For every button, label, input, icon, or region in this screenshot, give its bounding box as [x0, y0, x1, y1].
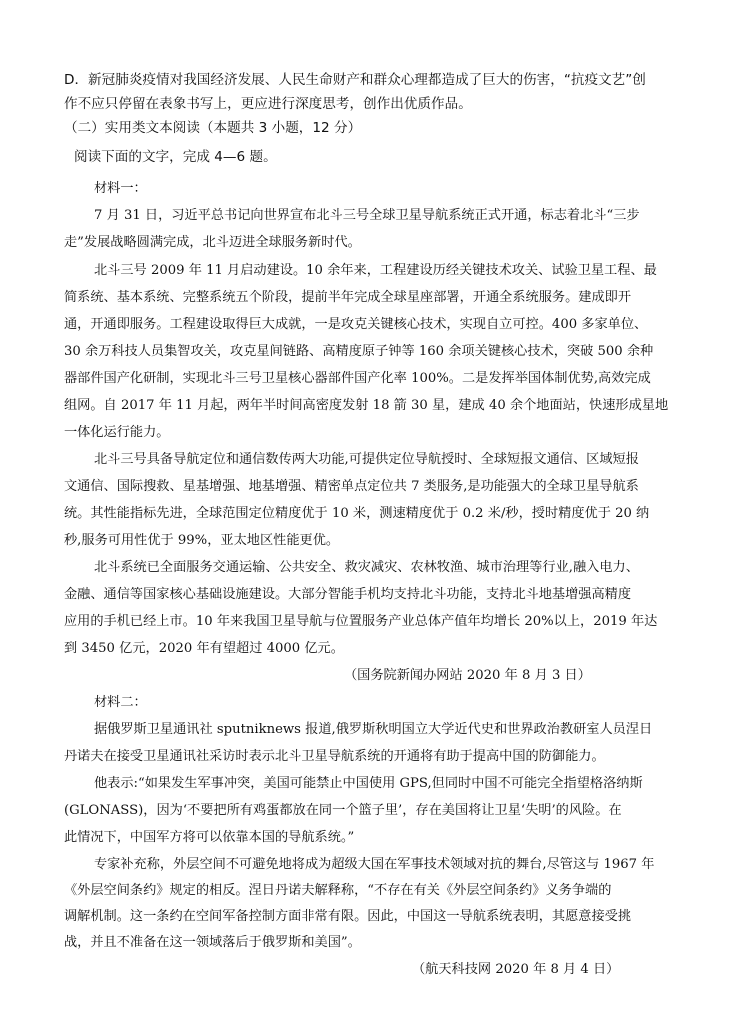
paragraph-line: 据俄罗斯卫星通讯社 sputniknews 报道,俄罗斯秋明国立大学近代史和世界政治教研室人员涅日: [94, 722, 653, 737]
paragraph-line: 调解机制。这一条约在空间军备控制方面非常有限。因此，中国这一导航系统表明，其愿意接受挑: [64, 909, 632, 924]
paragraph-line: 统。其性能指标先进，全球范围定位精度优于 10 米，测速精度优于 0.2 米/秒，授时精度优于 20 纳: [64, 506, 650, 521]
paragraph-line: 30 余万科技人员集智攻关，攻克星间链路、高精度原子钟等 160 余项关键核心技术，突破 500 余种: [64, 344, 654, 359]
paragraph-line: 此情况下，中国军方将可以依靠本国的导航系统。”: [64, 830, 355, 845]
paragraph-line: 一体化运行能力。: [64, 425, 170, 440]
paragraph-line: (GLONASS)，因为‘不要把所有鸡蛋都放在同一个篮子里’，存在美国将让卫星‘失明’的风险。在: [64, 803, 622, 818]
paragraph-line: 战，并且不准备在这一领域落后于俄罗斯和美国”。: [64, 935, 361, 950]
paragraph-line: 金融、通信等国家核心基础设施建设。大部分智能手机均支持北斗功能，支持北斗地基增强高精度: [64, 587, 632, 602]
paragraph-line: 7 月 31 日，习近平总书记向世界宣布北斗三号全球卫星导航系统正式开通，标志着北斗“三步: [94, 208, 640, 223]
paragraph-line: 北斗三号 2009 年 11 月启动建设。10 余年来，工程建设历经关键技术攻关、试验卫星工程、最: [94, 263, 657, 278]
paragraph-line: 简系统、基本系统、完整系统五个阶段，提前半年完成全球星座部署，开通全系统服务。建成即开: [64, 290, 632, 305]
paragraph-line: 文通信、国际搜救、星基增强、地基增强、精密单点定位共 7 类服务,是功能强大的全球卫星导航系: [64, 479, 639, 494]
paragraph-line: 走”发展战略圆满完成，北斗迈进全球服务新时代。: [64, 235, 361, 250]
material2-source: （航天科技网 2020 年 8 月 4 日）: [412, 962, 620, 977]
paragraph-line: 丹诺夫在接受卫星通讯社采访时表示北斗卫星导航系统的开通将有助于提高中国的防御能力。: [64, 749, 605, 764]
section-title: （二）实用类文本阅读（本题共 3 小题，12 分）: [64, 120, 362, 136]
paragraph-line: 北斗三号具备导航定位和通信数传两大功能,可提供定位导航授时、全球短报文通信、区域短报: [94, 452, 639, 467]
paragraph-line: 他表示:“如果发生军事冲突，美国可能禁止中国使用 GPS,但同时中国不可能完全指望格洛纳斯: [94, 776, 643, 791]
option-d-line-2: 作不应只停留在表象书写上，更应进行深度思考，创作出优质作品。: [64, 96, 472, 112]
material2-label: 材料二：: [94, 695, 147, 710]
paragraph-line: 北斗系统已全面服务交通运输、公共安全、救灾减灾、农林牧渔、城市治理等行业,融入电力、: [94, 560, 639, 575]
paragraph-line: 《外层空间条约》规定的相反。涅日丹诺夫解释称，“不存在有关《外层空间条约》义务争端的: [64, 883, 612, 898]
paragraph-line: 秒,服务可用性优于 99%，亚太地区性能更优。: [64, 533, 340, 548]
material1-label: 材料一：: [94, 181, 147, 196]
option-d-line-1: D．新冠肺炎疫情对我国经济发展、人民生命财产和群众心理都造成了巨大的伤害，“抗疫文艺”创: [64, 72, 646, 88]
paragraph-line: 器部件国产化研制，实现北斗三号卫星核心器部件国产化率 100%。二是发挥举国体制优势,高效完成: [64, 371, 651, 386]
paragraph-line: 专家补充称，外层空间不可避免地将成为超级大国在军事技术领域对抗的舞台,尽管这与 1967 年: [94, 857, 655, 872]
instruction: 阅读下面的文字，完成 4—6 题。: [74, 149, 277, 165]
material1-source: （国务院新闻办网站 2020 年 8 月 3 日）: [344, 668, 591, 683]
paragraph-line: 通，开通即服务。工程建设取得巨大成就，一是攻克关键核心技术，实现自立可控。400 多家单位、: [64, 317, 648, 332]
paragraph-line: 组网。自 2017 年 11 月起，两年半时间高密度发射 18 箭 30 星，建成 40 余个地面站，快速形成星地: [64, 398, 669, 413]
paragraph-line: 应用的手机已经上市。10 年来我国卫星导航与位置服务产业总体产值年均增长 20%以上，2019 年达: [64, 614, 658, 629]
paragraph-line: 到 3450 亿元，2020 年有望超过 4000 亿元。: [64, 641, 344, 656]
